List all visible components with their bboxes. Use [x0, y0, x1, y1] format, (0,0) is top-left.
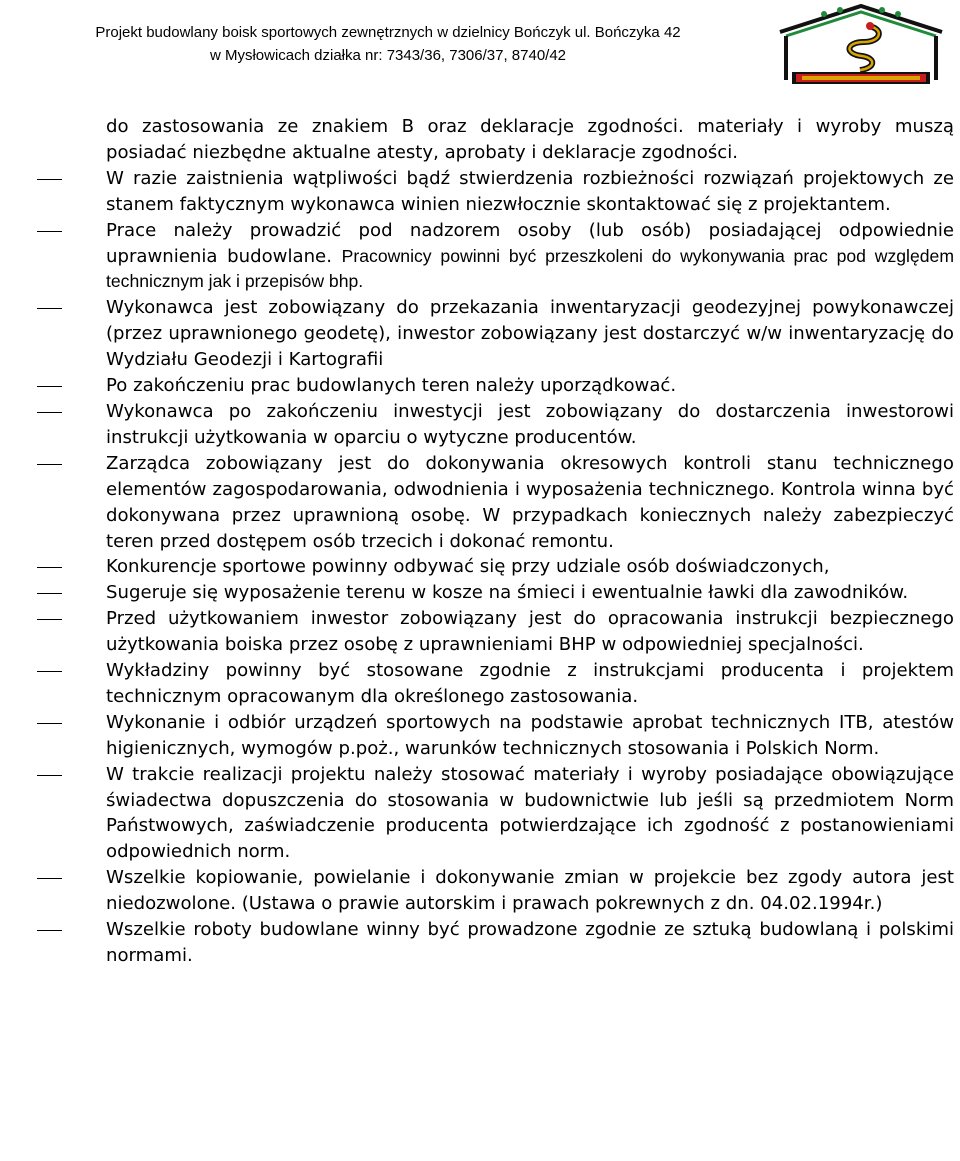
project-title-line2: w Mysłowicach działka nr: 7343/36, 7306/37, 8740/42	[209, 47, 567, 64]
paragraph-text: Po zakończeniu prac budowlanych teren należy uporządkować.	[106, 375, 677, 397]
dash-bullet-icon	[37, 775, 62, 776]
list-item	[0, 865, 960, 917]
list-item	[0, 399, 960, 451]
document-body	[0, 114, 960, 969]
paragraph-text: W razie zaistnienia wątpliwości bądź stwierdzenia rozbieżności rozwiązań projektowych ze stanem faktycznym wykonawca winien niezwłocznie skontaktować się z projektantem.	[106, 167, 954, 215]
paragraph-text-continued: Pracownicy powinni być przeszkoleni do wykonywania prac pod względem technicznym jak i przepisów bhp.	[106, 245, 954, 292]
paragraph-text: Wykonawca jest zobowiązany do przekazania inwentaryzacji geodezyjnej powykonawczej (przez uprawnionego geodetę), inwestor zobowiązany jest dostarczyć w/w inwentaryzację do Wydziału Geodezji i Kartografii	[106, 297, 954, 371]
dash-bullet-icon	[37, 179, 62, 180]
paragraph-text: Zarządca zobowiązany jest do dokonywania okresowych kontroli stanu technicznego elementów zagospodarowania, odwodnienia i wyposażenia technicznego. Kontrola winna być dokonywana przez uprawnioną osobę. W przypadkach koniecznych należy zabezpieczyć teren przed dostępem osób trzecich i dokonać remontu.	[106, 452, 954, 552]
paragraph-text: Wykładziny powinny być stosowane zgodnie z instrukcjami producenta i projektem technicznym opracowanym dla określonego zastosowania.	[106, 660, 954, 707]
paragraph-text: Przed użytkowaniem inwestor zobowiązany jest do opracowania instrukcji bezpiecznego użytkowania boiska przez osobę z uprawnieniami BHP w odpowiedniej specjalności.	[106, 608, 954, 656]
sports-club-logo-icon	[772, 2, 950, 88]
paragraph-text: Wszelkie roboty budowlane winny być prowadzone zgodnie ze sztuką budowlaną i polskimi normami.	[106, 919, 954, 966]
dash-bullet-icon	[37, 231, 62, 232]
list-item	[0, 762, 960, 866]
list-item	[0, 606, 960, 658]
paragraph-text: Wykonanie i odbiór urządzeń sportowych na podstawie aprobat technicznych ITB, atestów higienicznych, wymogów p.poż., warunków technicznych stosowania i Polskich Norm.	[106, 711, 954, 759]
dash-bullet-icon	[37, 723, 62, 724]
paragraph-text: Prace należy prowadzić pod nadzorem osoby (lub osób) posiadającej odpowiednie uprawnienia budowlane.	[106, 219, 954, 267]
dash-bullet-icon	[37, 878, 62, 879]
list-item	[0, 166, 960, 218]
list-item	[0, 554, 960, 580]
paragraph-text: do zastosowania ze znakiem B oraz deklaracje zgodności. materiały i wyroby muszą posiadać niezbędne aktualne atesty, aprobaty i deklaracje zgodności.	[106, 116, 954, 163]
dash-bullet-icon	[37, 593, 62, 594]
list-item	[0, 917, 960, 969]
paragraph-text: Wszelkie kopiowanie, powielanie i dokonywanie zmian w projekcie bez zgody autora jest niedozwolone. (Ustawa o prawie autorskim i prawach pokrewnych z dn. 04.02.1994r.)	[106, 867, 954, 915]
list-item	[0, 373, 960, 399]
list-item	[0, 658, 960, 710]
page-header	[0, 0, 960, 92]
paragraph-text: Konkurencje sportowe powinny odbywać się przy udziale osób doświadczonych,	[106, 556, 830, 578]
dash-bullet-icon	[37, 308, 62, 309]
dash-bullet-icon	[37, 671, 62, 672]
list-item	[0, 710, 960, 762]
paragraph-text: Wykonawca po zakończeniu inwestycji jest zobowiązany do dostarczenia inwestorowi instrukcji użytkowania w oparciu o wytyczne producentów.	[106, 400, 954, 448]
dash-bullet-icon	[37, 567, 62, 568]
dash-bullet-icon	[37, 386, 62, 387]
dash-bullet-icon	[37, 464, 62, 465]
paragraph-text: Sugeruje się wyposażenie terenu w kosze na śmieci i ewentualnie ławki dla zawodników.	[106, 582, 909, 604]
paragraph-text: W trakcie realizacji projektu należy stosować materiały i wyroby posiadające obowiązujące świadectwa dopuszczenia do stosowania w budownictwie lub jeśli są przedmiotem Norm Państwowych, zaświadczenie producenta potwierdzające ich zgodność z postanowieniami odpowiednich norm.	[106, 763, 954, 863]
project-title-line1: Projekt budowlany boisk sportowych zewnętrznych w dzielnicy Bończyk ul. Bończyka 42	[95, 24, 681, 41]
list-item	[0, 295, 960, 373]
project-title	[3, 21, 773, 67]
list-item	[0, 114, 960, 166]
list-item	[0, 451, 960, 555]
dash-bullet-icon	[37, 930, 62, 931]
list-item	[0, 580, 960, 606]
list-item	[0, 218, 960, 296]
dash-bullet-icon	[37, 619, 62, 620]
dash-bullet-icon	[37, 412, 62, 413]
